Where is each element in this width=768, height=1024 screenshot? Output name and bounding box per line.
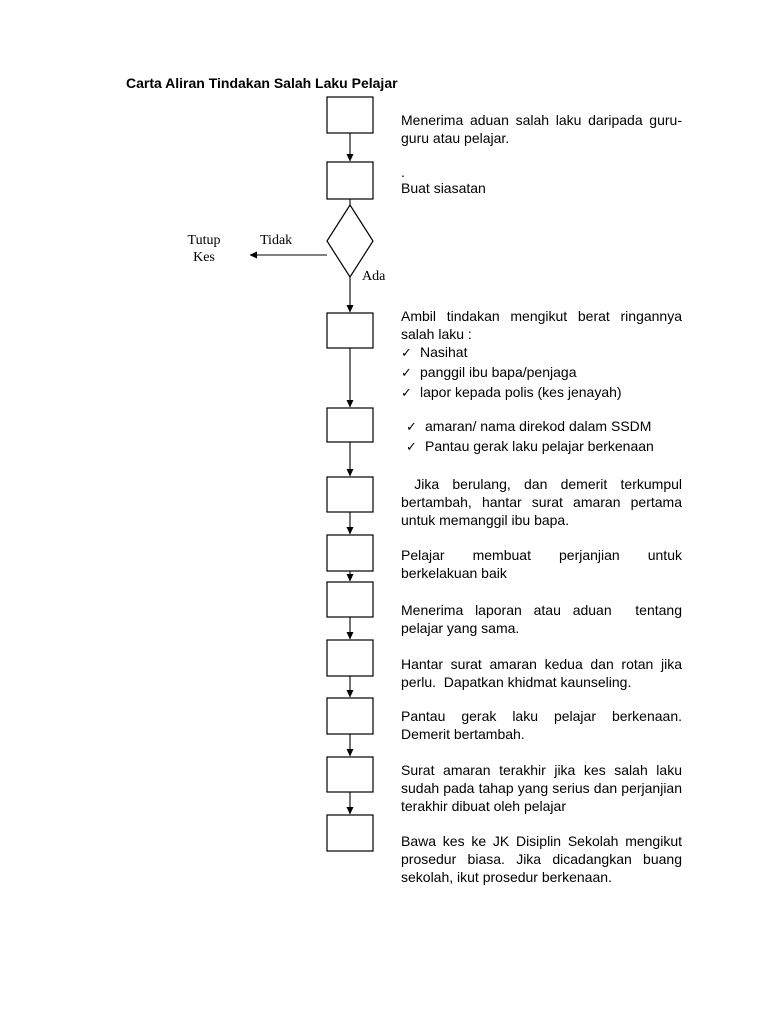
- step-3-label: Ambil tindakan mengikut berat ringannya salah laku :: [401, 308, 682, 342]
- step-box-7: [327, 582, 373, 617]
- step-box-8: [327, 640, 373, 676]
- step-box-5: [327, 477, 373, 512]
- step-text-6: Pelajar membuat perjanjian untuk berkelakuan baik: [401, 547, 682, 581]
- step-2-dot: .: [401, 164, 405, 180]
- check-item: [401, 343, 682, 363]
- decision-diamond: [327, 205, 373, 277]
- step-text-8: Hantar surat amaran kedua dan rotan jika perlu. Dapatkan khidmat kaunseling.: [401, 656, 686, 690]
- check-item-label: lapor kepada polis (kes jenayah): [420, 384, 622, 400]
- close-case-line2: Kes: [193, 250, 215, 265]
- step-text-10: Surat amaran terakhir jika kes salah laku sudah pada tahap yang serius dan perjanjian terakhir dibuat oleh pelajar: [401, 762, 682, 814]
- check-icon: ✓: [406, 420, 417, 435]
- step-box-4: [327, 408, 373, 442]
- step-text-1: Menerima aduan salah laku daripada guru-guru atau pelajar.: [401, 112, 682, 146]
- page-title: Carta Aliran Tindakan Salah Laku Pelajar: [126, 75, 398, 91]
- check-icon: ✓: [406, 440, 417, 455]
- step-text-2: [401, 165, 682, 197]
- check-item: [401, 363, 682, 383]
- check-icon: ✓: [401, 346, 412, 361]
- step-box-10: [327, 757, 373, 792]
- step-text-4: [406, 417, 687, 457]
- step-box-2: [327, 162, 373, 199]
- close-case-label: [184, 232, 224, 266]
- step-box-9: [327, 698, 373, 734]
- check-item: [401, 383, 682, 403]
- step-text-3: [401, 307, 682, 403]
- step-text-11: Bawa kes ke JK Disiplin Sekolah mengikut prosedur biasa. Jika dicadangkan buang sekolah, ikut prosedur berkenaan.: [401, 833, 682, 885]
- check-icon: ✓: [401, 366, 412, 381]
- step-text-5: Jika berulang, dan demerit terkumpul bertambah, hantar surat amaran pertama untuk memanggil ibu bapa.: [401, 476, 686, 528]
- check-item-label: amaran/ nama direkod dalam SSDM: [425, 418, 652, 434]
- close-case-line1: Tutup: [187, 233, 221, 248]
- decision-no-label: Tidak: [260, 233, 293, 248]
- step-2-label: Buat siasatan: [401, 180, 486, 196]
- check-item: [406, 437, 687, 457]
- decision-yes-label: Ada: [362, 269, 386, 284]
- step-box-3: [327, 313, 373, 348]
- step-box-11: [327, 815, 373, 851]
- check-item: [406, 417, 687, 437]
- check-item-label: panggil ibu bapa/penjaga: [420, 364, 577, 380]
- check-item-label: Pantau gerak laku pelajar berkenaan: [425, 438, 654, 454]
- check-icon: ✓: [401, 386, 412, 401]
- step-box-6: [327, 535, 373, 571]
- check-item-label: Nasihat: [420, 344, 468, 360]
- step-text-7: Menerima laporan atau aduan tentang pelajar yang sama.: [401, 602, 686, 636]
- step-text-9: Pantau gerak laku pelajar berkenaan. Demerit bertambah.: [401, 708, 682, 742]
- step-box-1: [327, 97, 373, 133]
